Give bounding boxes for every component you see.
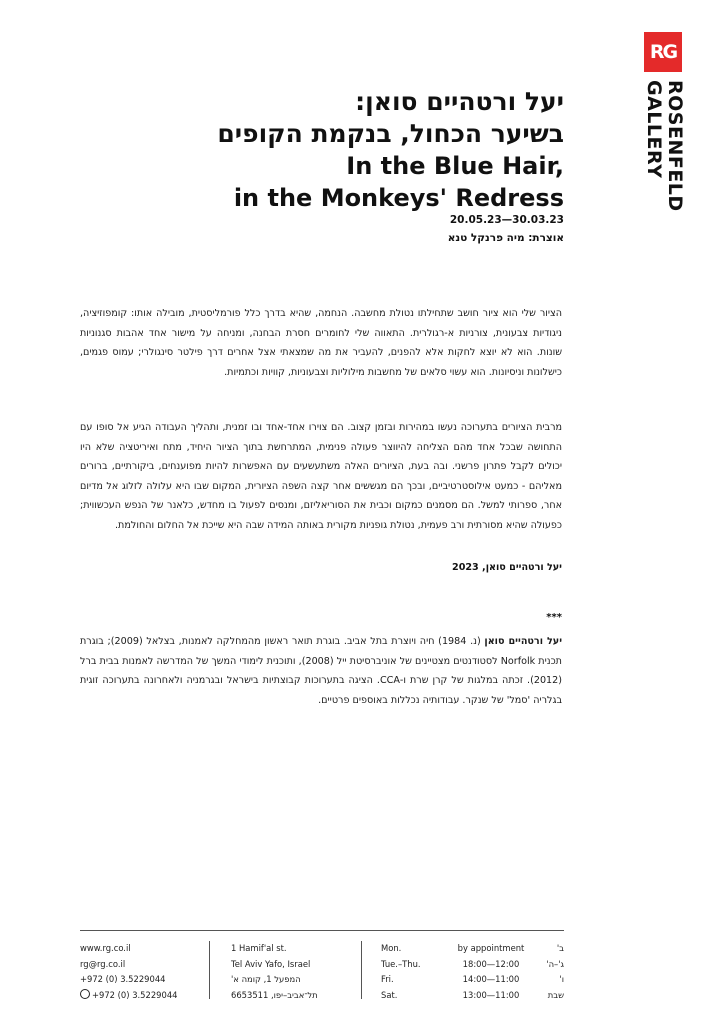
hours-day: Fri.	[381, 974, 394, 985]
website-link[interactable]: www.rg.co.il	[80, 943, 131, 953]
title-english-line-2: in the Monkeys' Redress	[233, 184, 564, 212]
logo-mark-text: RG	[649, 41, 677, 63]
hours-day: Sat.	[381, 989, 398, 1000]
artist-statement-paragraph-1: הציור שלי הוא ציור חושב שתחילתו נטולת מחשבה. הנחמה, שהיא בדרך כלל פורמליסטית, מובילה אותו: קומפוזיציה, ניגודיות צבעונית, צורניות א-רגולרית. התאווה שלי לחומרים חסרת הבחנה, ומניחה על מישור אחד אהבות סגנוניות שונות. הוא לא יוצא לחקות אלא להפנים, להעביר את מה שמצאתי אצל אחרים דרך פילטר סינגולרי; עמוס פגמים, כישלונות וניסיונות. הוא עשוי סלאים של מחשבות מילוליות וצבעוניות, קוויות וכתמיות.	[80, 308, 562, 378]
artist-bio	[80, 632, 562, 710]
phone-number[interactable]: +972 (0) 3.5229044	[80, 974, 166, 985]
gallery-logo-mark	[644, 32, 682, 72]
footer-contact	[80, 941, 200, 1003]
hours-time: 14:00—11:00	[462, 974, 520, 985]
whatsapp-icon	[80, 989, 90, 999]
footer-column-divider	[209, 941, 210, 999]
hours-day-hebrew: ו'	[559, 974, 564, 985]
hours-row	[381, 941, 564, 957]
email-link[interactable]: rg@rg.co.il	[80, 958, 126, 969]
curator-credit: אוצרת: מיה פרנקל טנא	[447, 232, 564, 244]
artist-statement-paragraph-2: מרבית הציורים בתערוכה נעשו במהירות ובזמן קצוב. הם צוירו אחד-אחד ובו זמנית, ותהליך העבודה הגיע אל סופו עם התחושה שבכל אחד מהם הצליחה להיווצר פעולה פנימית, המתרחשת בתוך הציור היחיד, מתח ואיריטציה שלא היו יכולים לקבל פתרון פרשני. ובה בעת, הציורים האלה משתעשעים עם האפשרות להיות מפוענחים, ביקורתיים, ברורים מאליהם - כמעט אילוסטרטיביים, ובכך הם מגששים אחר קצה השפה הציורית, המקום שבו היא עלולה לזלוג אל מדיום אחר, ספרותי למשל. הם מסמנים כמקום וכבית את הסוריאליזם, ומנסים לפעול בו מחדש, כלאנר של הנפש העכשווית; כפעולה שהיא מסורתית ורב פעמית, נטולת גופניות מקורית באותה המידה שבה היא שייכת אל החלום והחולמת.	[80, 422, 562, 531]
hours-row	[381, 972, 564, 988]
hours-day-hebrew: ג'–ה'	[546, 958, 564, 969]
footer-column-divider	[361, 941, 362, 999]
address-line: 1 Hamif'al st.	[231, 943, 287, 953]
hours-time: by appointment	[457, 943, 525, 953]
whatsapp-number[interactable]	[80, 988, 200, 1004]
gallery-logo-wordmark	[640, 80, 688, 230]
address-line-hebrew: תל־אביב–יפו, 6653511	[231, 989, 318, 1000]
hours-day: Mon.	[381, 943, 402, 953]
whatsapp-number-text: +972 (0) 3.5229044	[92, 989, 178, 1000]
address-line-hebrew: המפעל 1, קומה א'	[231, 974, 301, 985]
opening-hours	[381, 941, 564, 1003]
artist-bio-name: יעל ורטהיים סואן	[484, 636, 563, 647]
statement-signature: יעל ורטהיים סואן, 2023	[452, 562, 562, 573]
hours-day: Tue.–Thu.	[381, 958, 421, 969]
footer-divider	[80, 930, 564, 931]
exhibition-title	[104, 86, 564, 214]
hours-time: 18:00—12:00	[462, 958, 520, 969]
logo-line-2: GALLERY	[643, 80, 665, 179]
hours-row	[381, 988, 564, 1004]
hours-day-hebrew: שבת	[547, 989, 564, 1000]
title-hebrew-line-2: בשיער הכחול, בנקמת הקופים	[217, 119, 564, 148]
title-english-line-1: In the Blue Hair,	[346, 152, 564, 180]
section-separator: ***	[546, 612, 562, 623]
logo-line-1: ROSENFELD	[664, 80, 686, 212]
title-hebrew-line-1: יעל ורטהיים סואן:	[355, 87, 564, 116]
artist-bio-text: (נ. 1984) חיה ויוצרת בתל אביב. בוגרת תואר ראשון מהמחלקה לאמנות, בצלאל (2009); בוגרת תכנית Norfolk לסטודנטים מצטיינים של אוניברסיטת ייל (2008), ותוכנית לימודי המשך של המדרשה לאמנות בבית ברל (2012). זכתה במלגות של קרן שרת ו-CCA. הציגה בתערוכות קבוצתיות בישראל ובגרמניה ולאחרונה בתערוכה זוגית בגלריה 'סמל' של שנקר. עבודותיה נכללות באוספים פרטיים.	[80, 636, 563, 706]
exhibition-dates: 20.05.23—30.03.23	[449, 214, 564, 226]
hours-day-hebrew: ב'	[556, 943, 564, 953]
hours-row	[381, 957, 564, 973]
hours-time: 13:00—11:00	[462, 989, 520, 1000]
address-line: Tel Aviv Yafo, Israel	[231, 958, 311, 969]
footer-address	[231, 941, 351, 1003]
